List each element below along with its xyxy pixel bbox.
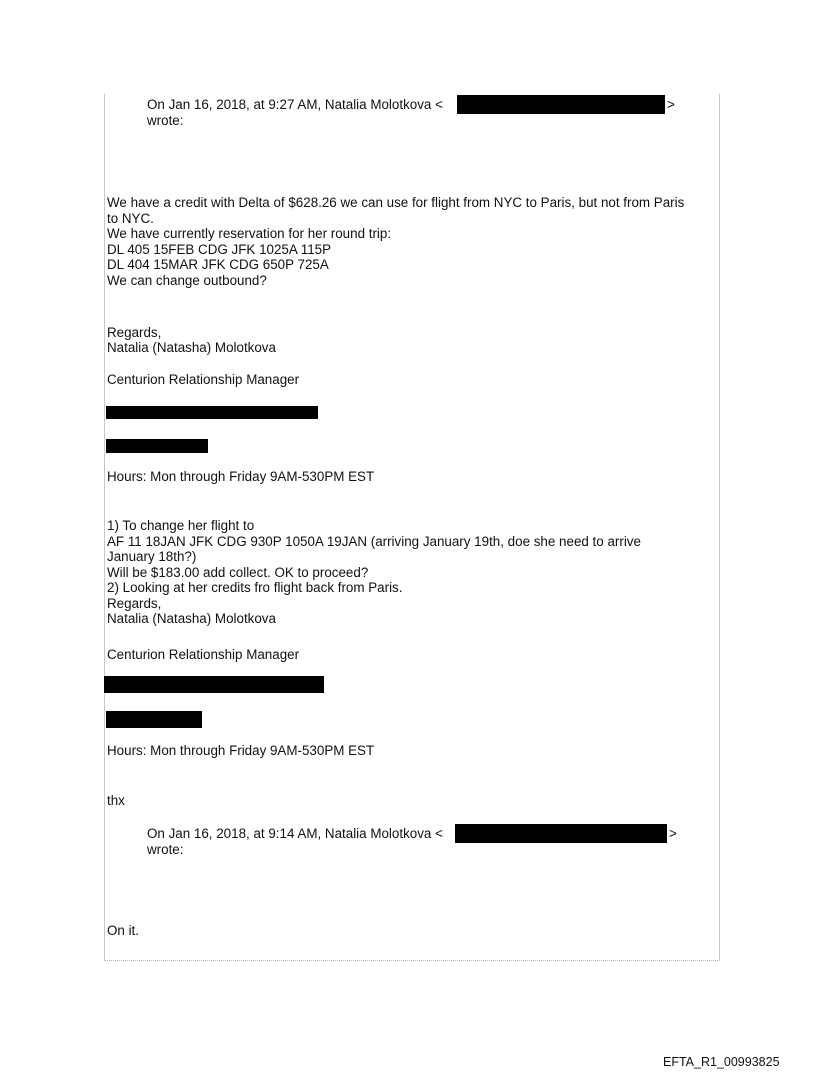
redacted-contact-2a	[104, 676, 324, 693]
message-line: AF 11 18JAN JFK CDG 930P 1050A 19JAN (arriving January 19th, doe she need to arrive	[107, 533, 641, 549]
redacted-email-1	[457, 95, 665, 114]
message-line: to NYC.	[107, 210, 154, 226]
message-line: Natalia (Natasha) Molotkova	[107, 611, 276, 626]
signature-hours: Hours: Mon through Friday 9AM-530PM EST	[107, 469, 375, 484]
quote-header-1-close: >	[667, 97, 675, 112]
signature-hours: Hours: Mon through Friday 9AM-530PM EST	[107, 743, 375, 758]
message-line: DL 404 15MAR JFK CDG 650P 725A	[107, 257, 329, 272]
redacted-contact-2b	[106, 711, 202, 728]
signature-title: Centurion Relationship Manager	[107, 647, 300, 662]
redacted-email-2	[455, 824, 667, 843]
message-line: 2) Looking at her credits fro flight back from Paris.	[107, 580, 403, 595]
redacted-contact-1b	[106, 439, 208, 453]
message-line: We have a credit with Delta of $628.26 we can use for flight from NYC to Paris, but not from Paris	[107, 195, 685, 210]
message-line: DL 405 15FEB CDG JFK 1025A 115P	[107, 241, 332, 257]
message-line: Will be $183.00 add collect. OK to proceed?	[107, 564, 369, 580]
quote-header-2-close: >	[669, 826, 677, 841]
quote-header-1: On Jan 16, 2018, at 9:27 AM, Natalia Molotkova <	[147, 97, 443, 112]
message-line: We have currently reservation for her round trip:	[107, 226, 392, 241]
message-line: 1) To change her flight to	[107, 518, 255, 533]
message-body-1	[107, 195, 684, 288]
message-body-3: On it.	[107, 923, 139, 938]
signature-regards: Regards,	[107, 325, 162, 340]
redacted-contact-1a	[106, 406, 318, 419]
message-body-2	[107, 518, 641, 627]
document-id: EFTA_R1_00993825	[663, 1055, 780, 1069]
message-line: January 18th?)	[107, 549, 197, 564]
message-line: Regards,	[107, 595, 162, 611]
quote-wrote-1: wrote:	[147, 113, 184, 128]
signature-name: Natalia (Natasha) Molotkova	[107, 340, 276, 355]
quote-header-2: On Jan 16, 2018, at 9:14 AM, Natalia Molotkova <	[147, 826, 443, 841]
reply-text: thx	[107, 793, 125, 808]
message-line: We can change outbound?	[107, 272, 267, 288]
quote-wrote-2: wrote:	[147, 842, 184, 857]
signature-title: Centurion Relationship Manager	[107, 372, 300, 387]
